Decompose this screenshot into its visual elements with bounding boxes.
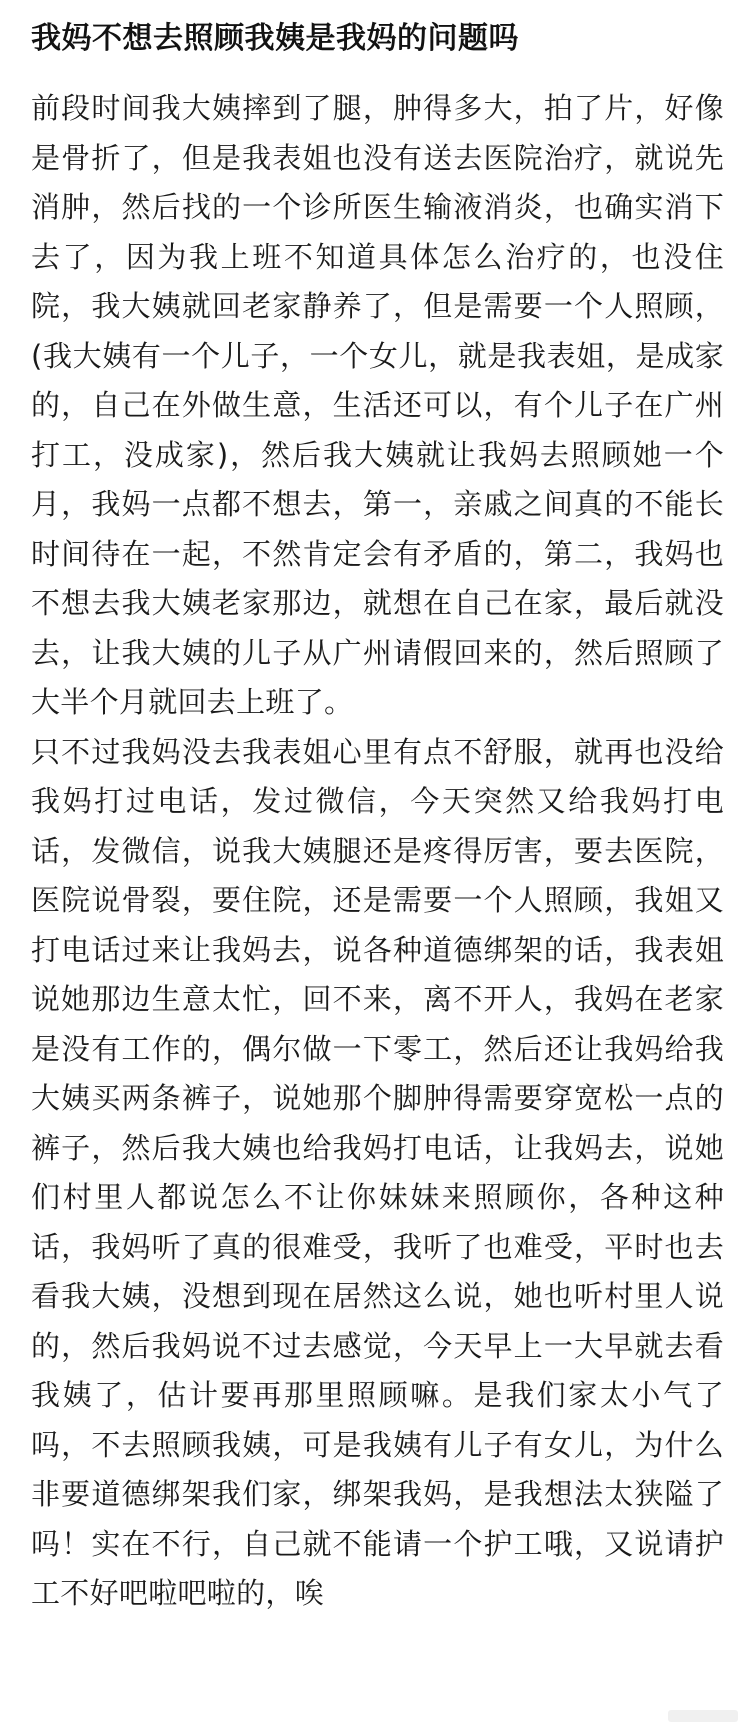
post-body bbox=[31, 84, 724, 1619]
post-paragraph-2: 只不过我妈没去我表姐心里有点不舒服，就再也没给我妈打过电话，发过微信，今天突然又给我妈打电话，发微信，说我大姨腿还是疼得厉害，要去医院，医院说骨裂，要住院，还是需要一个人照顾，我姐又打电话过来让我妈去，说各种道德绑架的话，我表姐说她那边生意太忙，回不来，离不开人，我妈在老家是没有工作的，偶尔做一下零工，然后还让我妈给我大姨买两条裤子，说她那个脚肿得需要穿宽松一点的裤子，然后我大姨也给我妈打电话，让我妈去，说她们村里人都说怎么不让你妹妹来照顾你，各种这种话，我妈听了真的很难受，我听了也难受，平时也去看我大姨，没想到现在居然这么说，她也听村里人说的，然后我妈说不过去感觉，今天早上一大早就去看我姨了，估计要再那里照顾嘛。是我们家太小气了吗，不去照顾我姨，可是我姨有儿子有女儿，为什么非要道德绑架我们家，绑架我妈，是我想法太狭隘了吗！实在不行，自己就不能请一个护工哦，又说请护工不好吧啦吧啦的，唉 bbox=[31, 734, 724, 1610]
watermark-logo bbox=[668, 1707, 738, 1725]
watermark-logo-icon bbox=[668, 1707, 738, 1725]
post-title: 我妈不想去照顾我姨是我妈的问题吗 bbox=[31, 21, 519, 56]
post-paragraph-1: 前段时间我大姨摔到了腿，肿得多大，拍了片，好像是骨折了，但是我表姐也没有送去医院治疗，就说先消肿，然后找的一个诊所医生输液消炎，也确实消下去了，因为我上班不知道具体怎么治疗的，也没住院，我大姨就回老家静养了，但是需要一个人照顾，(我大姨有一个儿子，一个女儿，就是我表姐，是成家的，自己在外做生意，生活还可以，有个儿子在广州打工，没成家)，然后我大姨就让我妈去照顾她一个月，我妈一点都不想去，第一，亲戚之间真的不能长时间待在一起，不然肯定会有矛盾的，第二，我妈也不想去我大姨老家那边，就想在自己在家，最后就没去，让我大姨的儿子从广州请假回来的，然后照顾了大半个月就回去上班了。 bbox=[31, 91, 724, 719]
